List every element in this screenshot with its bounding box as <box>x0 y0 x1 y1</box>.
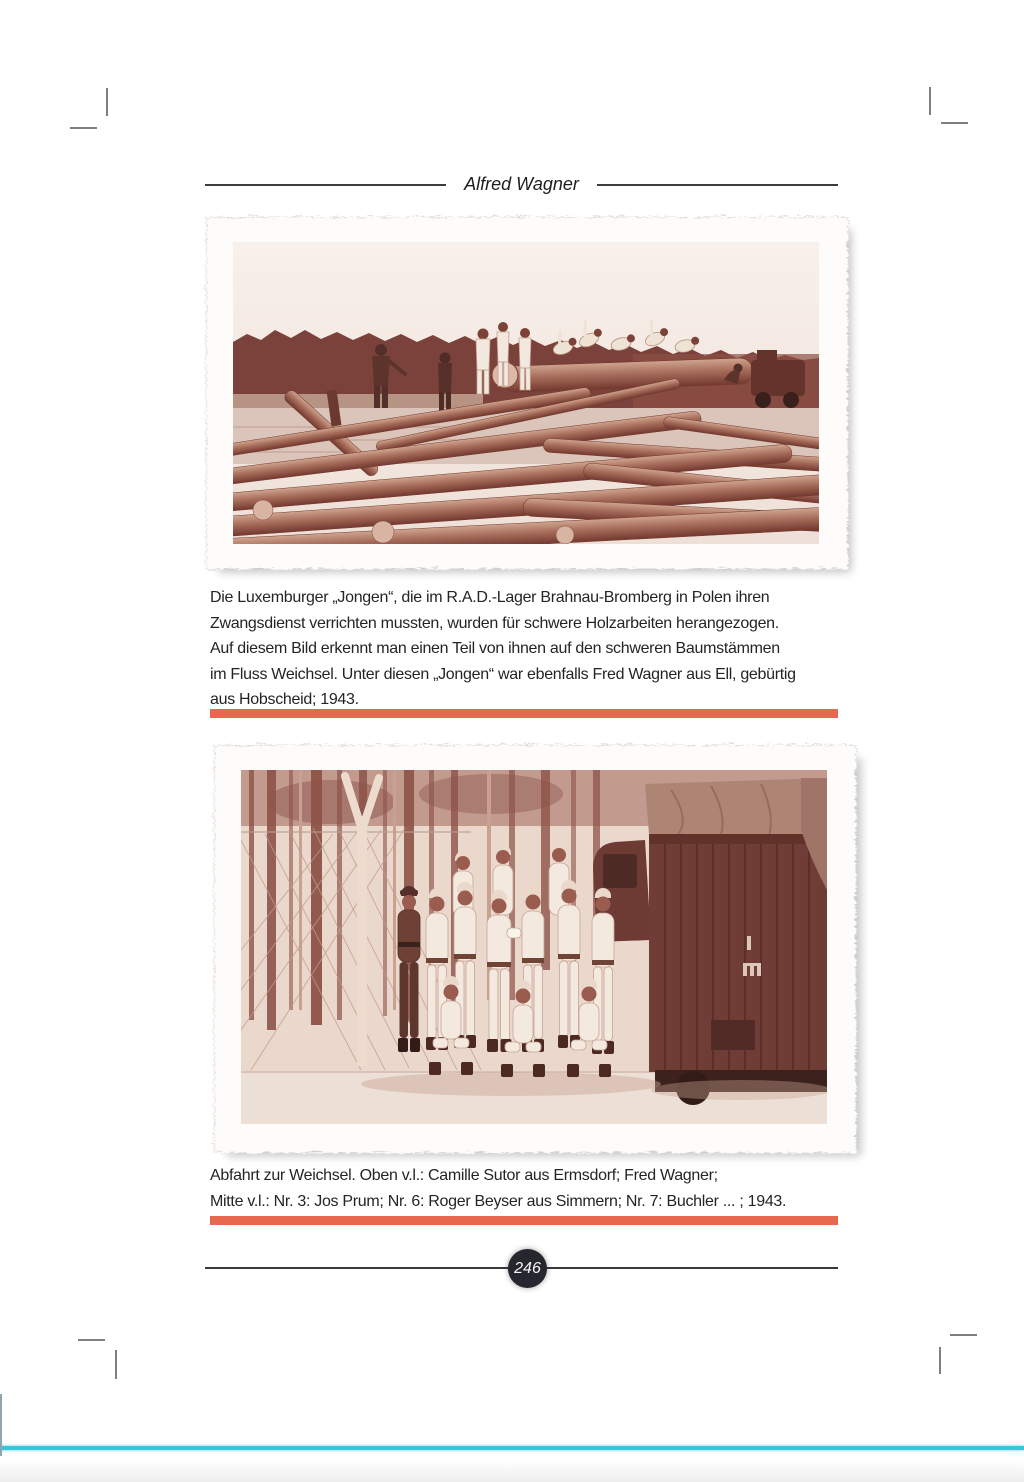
crop-mark-bottom-right-vertical <box>939 1347 941 1374</box>
cyan-print-rule <box>0 1446 1024 1450</box>
running-header <box>205 174 838 195</box>
header-rule-right <box>597 184 838 186</box>
crop-mark-bottom-left-horizontal <box>78 1339 105 1341</box>
left-edge-print-mark <box>0 1394 2 1456</box>
photo-log-rafts-weichsel <box>203 214 863 582</box>
section-divider-1 <box>210 709 838 718</box>
caption-line: im Fluss Weichsel. Unter diesen „Jongen“ war ebenfalls Fred Wagner aus Ell, gebürtig <box>210 665 796 683</box>
photo1-caption <box>210 585 850 713</box>
crop-mark-bottom-left-vertical <box>115 1350 117 1379</box>
photo1-distant-log-boom <box>233 394 483 410</box>
caption-line: Abfahrt zur Weichsel. Oben v.l.: Camille Sutor aus Ermsdorf; Fred Wagner; <box>210 1167 718 1184</box>
page-number-badge <box>508 1249 547 1288</box>
header-rule-left <box>205 184 446 186</box>
caption-line: Zwangsdienst verrichten mussten, wurden für schwere Holzarbeiten herangezogen. <box>210 614 779 632</box>
caption-line: Die Luxemburger „Jongen“, die im R.A.D.-Lager Brahnau-Bromberg in Polen ihren <box>210 589 770 606</box>
page-number: 246 <box>514 1259 541 1277</box>
caption-line: aus Hobscheid; 1943. <box>210 691 359 708</box>
crop-mark-top-right-horizontal <box>941 122 968 124</box>
crop-mark-top-left-vertical <box>106 88 108 116</box>
photo2-caption <box>210 1163 850 1214</box>
photo-group-before-truck <box>211 742 871 1166</box>
photo1-image <box>184 242 863 561</box>
section-divider-2 <box>210 1216 838 1225</box>
photo2-image <box>241 770 831 1124</box>
crop-mark-top-right-vertical <box>929 87 931 115</box>
author-name: Alfred Wagner <box>464 174 579 194</box>
scanned-page-edge-shadow <box>0 1460 1024 1482</box>
crop-mark-bottom-right-horizontal <box>950 1334 977 1336</box>
caption-line: Mitte v.l.: Nr. 3: Jos Prum; Nr. 6: Roger Beyser aus Simmern; Nr. 7: Buchler ... ; 1943. <box>210 1192 787 1210</box>
caption-line: Auf diesem Bild erkennt man einen Teil von ihnen auf den schweren Baumstämmen <box>210 640 780 657</box>
crop-mark-top-left-horizontal <box>70 127 97 129</box>
